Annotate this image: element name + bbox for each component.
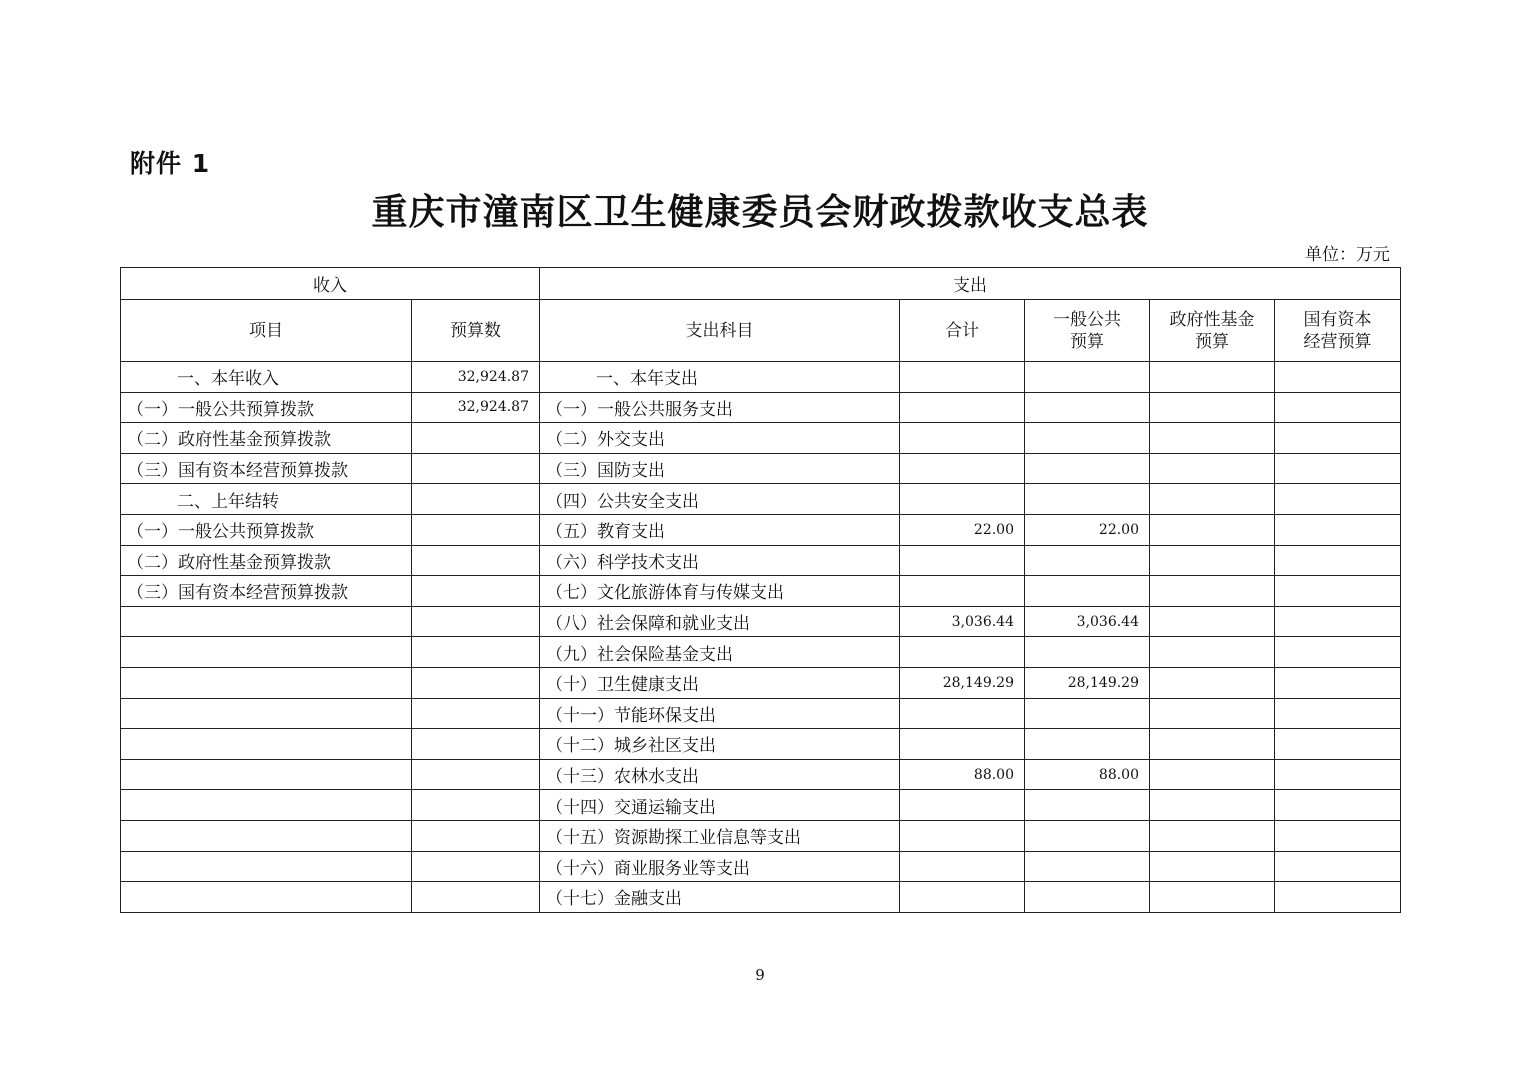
table-row (121, 851, 1401, 882)
income-item-cell (121, 790, 412, 821)
table-row (121, 453, 1401, 484)
table-row (121, 667, 1401, 698)
state-capital-cell (1275, 790, 1401, 821)
income-item-cell: （一）一般公共预算拨款 (121, 514, 412, 545)
total-cell (900, 453, 1025, 484)
fund-budget-cell (1150, 729, 1275, 760)
general-budget-column-header (1025, 300, 1150, 362)
fund-budget-cell (1150, 637, 1275, 668)
state-capital-cell (1275, 484, 1401, 515)
group-header-row (121, 268, 1401, 300)
fund-budget-cell (1150, 423, 1275, 454)
subject-cell: （十三）农林水支出 (540, 759, 900, 790)
subject-cell: 一、本年支出 (540, 362, 900, 393)
income-item-cell: （二）政府性基金预算拨款 (121, 545, 412, 576)
subject-cell: （六）科学技术支出 (540, 545, 900, 576)
subject-cell: （九）社会保险基金支出 (540, 637, 900, 668)
table-row (121, 484, 1401, 515)
income-item-cell: （一）一般公共预算拨款 (121, 392, 412, 423)
total-cell (900, 576, 1025, 607)
table-row (121, 514, 1401, 545)
income-item-cell (121, 820, 412, 851)
total-cell (900, 729, 1025, 760)
subject-cell: （三）国防支出 (540, 453, 900, 484)
fund-budget-column-header (1150, 300, 1275, 362)
total-cell: 22.00 (900, 514, 1025, 545)
subject-cell: （十二）城乡社区支出 (540, 729, 900, 760)
budget-cell: 32,924.87 (412, 392, 540, 423)
total-cell (900, 484, 1025, 515)
total-cell (900, 423, 1025, 454)
fund-budget-cell (1150, 820, 1275, 851)
general-budget-cell (1025, 453, 1150, 484)
state-capital-column-header (1275, 300, 1401, 362)
state-capital-cell (1275, 423, 1401, 454)
general-budget-cell (1025, 820, 1150, 851)
fund-budget-cell (1150, 514, 1275, 545)
general-budget-cell (1025, 545, 1150, 576)
budget-cell (412, 882, 540, 913)
table-row (121, 882, 1401, 913)
state-capital-header-line2: 经营预算 (1303, 331, 1372, 352)
general-budget-cell (1025, 729, 1150, 760)
income-item-cell (121, 667, 412, 698)
table-row (121, 423, 1401, 454)
fund-budget-cell (1150, 882, 1275, 913)
general-budget-cell: 28,149.29 (1025, 667, 1150, 698)
income-item-cell (121, 759, 412, 790)
general-budget-cell (1025, 882, 1150, 913)
state-capital-cell (1275, 606, 1401, 637)
table-row (121, 576, 1401, 607)
state-capital-cell (1275, 820, 1401, 851)
budget-column-header: 预算数 (412, 300, 540, 362)
budget-cell (412, 820, 540, 851)
budget-cell (412, 667, 540, 698)
state-capital-cell (1275, 759, 1401, 790)
fund-budget-cell (1150, 606, 1275, 637)
state-capital-cell (1275, 514, 1401, 545)
table-row (121, 392, 1401, 423)
page-title: 重庆市潼南区卫生健康委员会财政拨款收支总表 (371, 192, 1149, 233)
general-budget-cell (1025, 576, 1150, 607)
fund-budget-cell (1150, 484, 1275, 515)
subject-cell: （十）卫生健康支出 (540, 667, 900, 698)
general-budget-cell: 3,036.44 (1025, 606, 1150, 637)
subject-column-header: 支出科目 (540, 300, 900, 362)
total-column-header: 合计 (900, 300, 1025, 362)
table-row (121, 729, 1401, 760)
budget-table (120, 267, 1401, 913)
budget-cell (412, 698, 540, 729)
budget-cell (412, 545, 540, 576)
state-capital-cell (1275, 545, 1401, 576)
subject-cell: （一）一般公共服务支出 (540, 392, 900, 423)
budget-cell: 32,924.87 (412, 362, 540, 393)
budget-cell (412, 759, 540, 790)
fund-budget-cell (1150, 576, 1275, 607)
budget-cell (412, 790, 540, 821)
table-row (121, 790, 1401, 821)
fund-budget-cell (1150, 851, 1275, 882)
general-budget-cell (1025, 637, 1150, 668)
subject-cell: （七）文化旅游体育与传媒支出 (540, 576, 900, 607)
total-cell (900, 820, 1025, 851)
general-budget-cell (1025, 851, 1150, 882)
total-cell (900, 790, 1025, 821)
income-item-cell (121, 606, 412, 637)
fund-budget-cell (1150, 790, 1275, 821)
income-item-cell (121, 882, 412, 913)
subject-cell: （八）社会保障和就业支出 (540, 606, 900, 637)
state-capital-cell (1275, 576, 1401, 607)
general-budget-cell (1025, 698, 1150, 729)
state-capital-cell (1275, 453, 1401, 484)
general-budget-cell (1025, 423, 1150, 454)
income-item-cell: （三）国有资本经营预算拨款 (121, 576, 412, 607)
general-budget-header-line1: 一般公共 (1053, 309, 1121, 330)
state-capital-cell (1275, 729, 1401, 760)
column-header-row (121, 300, 1401, 362)
fund-budget-cell (1150, 392, 1275, 423)
subject-cell: （二）外交支出 (540, 423, 900, 454)
subject-cell: （十七）金融支出 (540, 882, 900, 913)
total-cell (900, 698, 1025, 729)
table-row (121, 545, 1401, 576)
budget-cell (412, 514, 540, 545)
attachment-label: 附件 1 (130, 149, 211, 178)
state-capital-cell (1275, 637, 1401, 668)
fund-budget-cell (1150, 453, 1275, 484)
general-budget-header-line2: 预算 (1070, 331, 1104, 352)
budget-cell (412, 484, 540, 515)
table-row (121, 637, 1401, 668)
state-capital-cell (1275, 667, 1401, 698)
subject-cell: （四）公共安全支出 (540, 484, 900, 515)
budget-cell (412, 423, 540, 454)
table-row (121, 820, 1401, 851)
state-capital-header-line1: 国有资本 (1303, 309, 1372, 330)
income-item-cell (121, 729, 412, 760)
total-cell (900, 545, 1025, 576)
fund-budget-header-line2: 预算 (1195, 331, 1229, 352)
general-budget-cell (1025, 392, 1150, 423)
table-row (121, 362, 1401, 393)
budget-cell (412, 851, 540, 882)
total-cell (900, 362, 1025, 393)
budget-cell (412, 576, 540, 607)
unit-label: 单位：万元 (1305, 245, 1390, 265)
table-row (121, 759, 1401, 790)
total-cell: 28,149.29 (900, 667, 1025, 698)
budget-cell (412, 729, 540, 760)
state-capital-cell (1275, 698, 1401, 729)
state-capital-cell (1275, 392, 1401, 423)
income-group-header: 收入 (121, 268, 540, 300)
budget-cell (412, 637, 540, 668)
total-cell (900, 637, 1025, 668)
income-item-cell (121, 698, 412, 729)
subject-cell: （五）教育支出 (540, 514, 900, 545)
general-budget-cell (1025, 362, 1150, 393)
income-item-cell: （三）国有资本经营预算拨款 (121, 453, 412, 484)
fund-budget-cell (1150, 667, 1275, 698)
total-cell: 3,036.44 (900, 606, 1025, 637)
state-capital-cell (1275, 362, 1401, 393)
fund-budget-cell (1150, 362, 1275, 393)
income-item-cell: 一、本年收入 (121, 362, 412, 393)
general-budget-cell: 22.00 (1025, 514, 1150, 545)
general-budget-cell (1025, 484, 1150, 515)
subject-cell: （十四）交通运输支出 (540, 790, 900, 821)
general-budget-cell: 88.00 (1025, 759, 1150, 790)
item-column-header: 项目 (121, 300, 412, 362)
fund-budget-cell (1150, 759, 1275, 790)
fund-budget-header-line1: 政府性基金 (1169, 309, 1255, 330)
subject-cell: （十一）节能环保支出 (540, 698, 900, 729)
budget-cell (412, 606, 540, 637)
budget-cell (412, 453, 540, 484)
total-cell (900, 392, 1025, 423)
total-cell (900, 851, 1025, 882)
page-number: 9 (755, 966, 765, 984)
income-item-cell: 二、上年结转 (121, 484, 412, 515)
total-cell: 88.00 (900, 759, 1025, 790)
subject-cell: （十五）资源勘探工业信息等支出 (540, 820, 900, 851)
total-cell (900, 882, 1025, 913)
income-item-cell: （二）政府性基金预算拨款 (121, 423, 412, 454)
table-row (121, 606, 1401, 637)
table-row (121, 698, 1401, 729)
state-capital-cell (1275, 851, 1401, 882)
general-budget-cell (1025, 790, 1150, 821)
income-item-cell (121, 637, 412, 668)
income-item-cell (121, 851, 412, 882)
state-capital-cell (1275, 882, 1401, 913)
subject-cell: （十六）商业服务业等支出 (540, 851, 900, 882)
fund-budget-cell (1150, 698, 1275, 729)
expenditure-group-header: 支出 (540, 268, 1401, 300)
fund-budget-cell (1150, 545, 1275, 576)
